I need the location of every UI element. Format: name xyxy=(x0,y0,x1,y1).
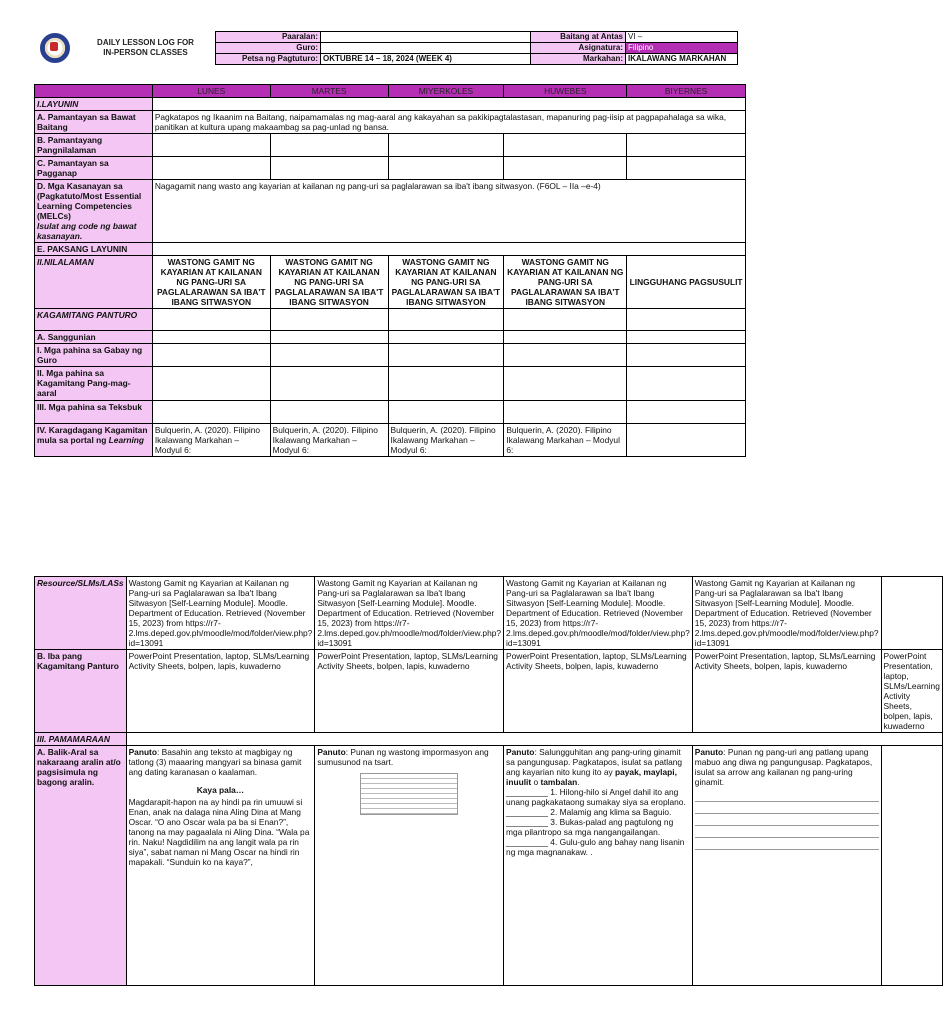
asignatura-value: Filipino xyxy=(626,43,738,54)
cell xyxy=(152,331,270,344)
karagdagan-biyernes xyxy=(627,424,746,457)
resource-huwebes: Wastong Gamit ng Kayarian at Kailanan ng Pang-uri sa Paglalarawan sa Iba't Ibang Sitwasyon [Self-Learning Module]. Moodle. Department of Education. Retrieved (November 15, 2023) from https://r7-2.lms.deped.gov.ph/moodle/mod/folder/view.php?id=13091 xyxy=(692,577,881,650)
karagdagan-label: IV. Karagdagang Kagamitan mula sa portal ng Learning xyxy=(35,424,153,457)
gabay-label: I. Mga pahina sa Gabay ng Guro xyxy=(35,344,153,367)
day-header-biyernes: BIYERNES xyxy=(627,85,746,98)
cell xyxy=(270,367,388,401)
pamantayan-baitang-label: A. Pamantayan sa Bawat Baitang xyxy=(35,111,153,134)
story-title: Kaya pala… xyxy=(196,785,245,795)
karagdagan-miyerkoles: Bulquerin, A. (2020). Filipino Ikalawang Markahan – Modyul 6: xyxy=(388,424,504,457)
story-text: Magdarapit-hapon na ay hindi pa rin umuuwi si Enan, anak na dalaga nina Aling Dina at Mang Oscar. “O ano Oscar wala pa ba si Enan?”, tanong na may pagaalala ni Aling Dina. “Wala pa rin. Naku! Nagdidilim na ang langit wala pa rin siya”, sabat naman ni Mang Oscar na hindi rin mapakali. “Sunduin ko na kaya?”, xyxy=(128,797,310,867)
cell xyxy=(388,134,504,157)
baitang-value: VI – xyxy=(626,32,738,43)
panuto-label: Panuto xyxy=(506,747,535,757)
markahan-value: IKALAWANG MARKAHAN xyxy=(626,54,738,65)
iba-huwebes: PowerPoint Presentation, laptop, SLMs/Learning Activity Sheets, bolpen, lapis, kuwaderno xyxy=(692,650,881,733)
cell xyxy=(270,401,388,424)
lesson-table-1 xyxy=(34,84,746,457)
header-table xyxy=(34,31,738,65)
resource-miyerkoles: Wastong Gamit ng Kayarian at Kailanan ng Pang-uri sa Paglalarawan sa Iba't Ibang Sitwasyon [Self-Learning Module]. Moodle. Department of Education. Retrieved (November 15, 2023) from https://r7-2.lms.deped.gov.ph/moodle/mod/folder/view.php?id=13091 xyxy=(504,577,693,650)
cell xyxy=(388,309,504,331)
cell xyxy=(627,331,746,344)
cell xyxy=(504,401,627,424)
panuto-label: Panuto xyxy=(128,747,157,757)
nilalaman-biyernes: LINGGUHANG PAGSUSULIT xyxy=(627,256,746,309)
paksang-layunin-cell xyxy=(152,243,745,256)
deped-seal xyxy=(34,32,76,65)
karagdagan-lunes: Bulquerin, A. (2020). Filipino Ikalawang Markahan – Modyul 6: xyxy=(152,424,270,457)
seal-icon xyxy=(40,33,70,63)
kagamitan-label: KAGAMITANG PANTURO xyxy=(35,309,153,331)
resource-lunes: Wastong Gamit ng Kayarian at Kailanan ng Pang-uri sa Paglalarawan sa Iba't Ibang Sitwasyon [Self-Learning Module]. Moodle. Department of Education. Retrieved (November 15, 2023) from https://r7-2.lms.deped.gov.ph/moodle/mod/folder/view.php?id=13091 xyxy=(126,577,315,650)
layunin-cell xyxy=(152,98,745,111)
corner-cell xyxy=(35,85,153,98)
kasanayan-text: Nagagamit nang wasto ang kayarian at kailanan ng pang-uri sa paglalarawan sa iba't ibang sitwasyon. (F6OL – IIa –e-4) xyxy=(152,180,745,243)
teksbuk-label: III. Mga pahina sa Teksbuk xyxy=(35,401,153,424)
cell xyxy=(388,331,504,344)
balik-aral-biyernes xyxy=(881,746,942,986)
cell xyxy=(627,401,746,424)
cell xyxy=(504,367,627,401)
petsa-value: OKTUBRE 14 – 18, 2024 (WEEK 4) xyxy=(321,54,531,65)
iba-biyernes: PowerPoint Presentation, laptop, SLMs/Learning Activity Sheets, bolpen, lapis, kuwaderno xyxy=(881,650,942,733)
pamantayan-baitang-text: Pagkatapos ng Ikaanim na Baitang, naipamamalas ng mag-aaral ang kakayahan sa pakikipagtalastasan, mapanuring pag-iisip at pagpapahalaga sa wika, panitikan at kultura upang makaambag sa pag-unlad ng bansa. xyxy=(152,111,745,134)
iba-miyerkoles: PowerPoint Presentation, laptop, SLMs/Learning Activity Sheets, bolpen, lapis, kuwaderno xyxy=(504,650,693,733)
paaralan-value xyxy=(321,32,531,43)
karagdagan-martes: Bulquerin, A. (2020). Filipino Ikalawang Markahan – Modyul 6: xyxy=(270,424,388,457)
cell xyxy=(270,157,388,180)
cell xyxy=(152,157,270,180)
cell xyxy=(627,344,746,367)
panuto-label: Panuto xyxy=(317,747,346,757)
cell xyxy=(152,134,270,157)
cell xyxy=(152,309,270,331)
paaralan-label: Paaralan: xyxy=(216,32,321,43)
cell xyxy=(504,134,627,157)
nilalaman-huwebes: WASTONG GAMIT NG KAYARIAN AT KAILANAN NG PANG-URI SA PAGLALARAWAN SA IBA'T IBANG SITWASYON xyxy=(504,256,627,309)
cell xyxy=(270,134,388,157)
panuto-label: Panuto xyxy=(694,747,724,757)
iba-lunes: PowerPoint Presentation, laptop, SLMs/Learning Activity Sheets, bolpen, lapis, kuwaderno xyxy=(126,650,315,733)
cell xyxy=(388,157,504,180)
paksang-layunin-label: E. PAKSANG LAYUNIN xyxy=(35,243,153,256)
nilalaman-label: II.NILALAMAN xyxy=(35,256,153,309)
resource-biyernes xyxy=(881,577,942,650)
resource-label: Resource/SLMs/LASs xyxy=(35,577,127,650)
cell xyxy=(388,401,504,424)
cell xyxy=(270,331,388,344)
cell xyxy=(152,401,270,424)
cell xyxy=(627,134,746,157)
chart-thumbnail xyxy=(360,773,458,815)
balik-aral-martes: Panuto: Punan ng wastong impormasyon ang sumusunod na tsart. xyxy=(315,746,504,986)
balik-aral-miyerkoles: Panuto: Salungguhitan ang pang-uring ginamit sa pangungusap. Pagkatapos, isulat sa patlang ang kayarian nito kung ito ay payak, maylapi, inuulit o tambalan. _________ 1. Hilong-hilo si Angel dahil ito ang unang pagkakataong sumakay siya sa eroplano. _________ 2. Malamig ang klima sa Baguio. _________ 3. Bukas-palad ang pagtulong ng mga pilantropo sa mga nangangailangan. _________ 4. Gulu-gulo ang bahay nang lisanin ng mga magnanakaw. . xyxy=(504,746,693,986)
day-header-lunes: LUNES xyxy=(152,85,270,98)
pangnilalaman-label: B. Pamantayang Pangnilalaman xyxy=(35,134,153,157)
page-title: DAILY LESSON LOG FOR IN-PERSON CLASSES xyxy=(97,38,194,57)
karagdagan-huwebes: Bulquerin, A. (2020). Filipino Ikalawang Markahan – Modyul 6: xyxy=(504,424,627,457)
cell xyxy=(270,344,388,367)
cell xyxy=(270,309,388,331)
cell xyxy=(627,309,746,331)
cell xyxy=(504,344,627,367)
exercise-items: _________ 1. Hilong-hilo si Angel dahil ito ang unang pagkakataong sumakay siya sa eroplano. _________ 2. Malamig ang klima sa Baguio. _________ 3. Bukas-palad ang pagtulong ng mga pilantropo sa mga nangangailangan. _________ 4. Gulu-gulo ang bahay nang lisanin ng mga magnanakaw. . xyxy=(506,787,686,857)
cell xyxy=(504,309,627,331)
resource-martes: Wastong Gamit ng Kayarian at Kailanan ng Pang-uri sa Paglalarawan sa Iba't Ibang Sitwasyon [Self-Learning Module]. Moodle. Department of Education. Retrieved (November 15, 2023) from https://r7-2.lms.deped.gov.ph/moodle/mod/folder/view.php?id=13091 xyxy=(315,577,504,650)
balik-aral-label: A. Balik-Aral sa nakaraang aralin at/o pagsisimula ng bagong aralin. xyxy=(35,746,127,986)
cell xyxy=(627,157,746,180)
guro-value xyxy=(321,43,531,54)
petsa-label: Petsa ng Pagtuturo: xyxy=(216,54,321,65)
pamamaraan-cell xyxy=(126,733,942,746)
iba-martes: PowerPoint Presentation, laptop, SLMs/Learning Activity Sheets, bolpen, lapis, kuwaderno xyxy=(315,650,504,733)
day-header-martes: MARTES xyxy=(270,85,388,98)
asignatura-label: Asignatura: xyxy=(531,43,626,54)
nilalaman-martes: WASTONG GAMIT NG KAYARIAN AT KAILANAN NG PANG-URI SA PAGLALARAWAN SA IBA'T IBANG SITWASYON xyxy=(270,256,388,309)
cell xyxy=(388,344,504,367)
day-header-huwebes: HUWEBES xyxy=(504,85,627,98)
guro-label: Guro: xyxy=(216,43,321,54)
markahan-label: Markahan: xyxy=(531,54,626,65)
sanggunian-label: A. Sanggunian xyxy=(35,331,153,344)
cell xyxy=(388,367,504,401)
pamamaraan-label: III. PAMAMARAAN xyxy=(35,733,127,746)
kagamitang-mag-aaral-label: II. Mga pahina sa Kagamitang Pang-mag-aaral xyxy=(35,367,153,401)
layunin-label: I.LAYUNIN xyxy=(35,98,153,111)
cell xyxy=(504,331,627,344)
cell xyxy=(152,367,270,401)
cell xyxy=(627,367,746,401)
lesson-table-2 xyxy=(34,576,943,986)
kasanayan-label: D. Mga Kasanayan sa (Pagkatuto/Most Essential Learning Competencies (MELCs) Isulat ang code ng bawat kasanayan. xyxy=(35,180,153,243)
balik-aral-lunes: Panuto: Basahin ang teksto at magbigay ng tatlong (3) maaaring mangyari sa binasa gamit ang dating karanasan o kaalaman. Kaya pala… Magdarapit-hapon na ay hindi pa rin umuuwi si Enan, anak na dalaga nina Aling Dina at Mang Oscar. “O ano Oscar wala pa ba si Enan?”, tanong na may pagaalala ni Aling Dina. “Wala pa rin. Naku! Nagdidilim na ang langit wala pa rin siya”, sabat naman ni Mang Oscar na hindi rin mapakali. “Sunduin ko na kaya?”, xyxy=(126,746,315,986)
day-header-miyerkoles: MIYERKOLES xyxy=(388,85,504,98)
cell xyxy=(504,157,627,180)
balik-aral-huwebes: Panuto: Punan ng pang-uri ang patlang upang mabuo ang diwa ng pangungusap. Pagkatapos, isulat sa arrow ang kailanan ng pang-uring ginamit. xyxy=(692,746,881,986)
pagganap-label: C. Pamantayan sa Pagganap xyxy=(35,157,153,180)
nilalaman-miyerkoles: WASTONG GAMIT NG KAYARIAN AT KAILANAN NG PANG-URI SA PAGLALARAWAN SA IBA'T IBANG SITWASYON xyxy=(388,256,504,309)
iba-kagamitan-label: B. Iba pang Kagamitang Panturo xyxy=(35,650,127,733)
cell xyxy=(152,344,270,367)
nilalaman-lunes: WASTONG GAMIT NG KAYARIAN AT KAILANAN NG PANG-URI SA PAGLALARAWAN SA IBA'T IBANG SITWASYON xyxy=(152,256,270,309)
worksheet-thumbnail xyxy=(695,795,879,850)
baitang-label: Baitang at Antas xyxy=(531,32,626,43)
